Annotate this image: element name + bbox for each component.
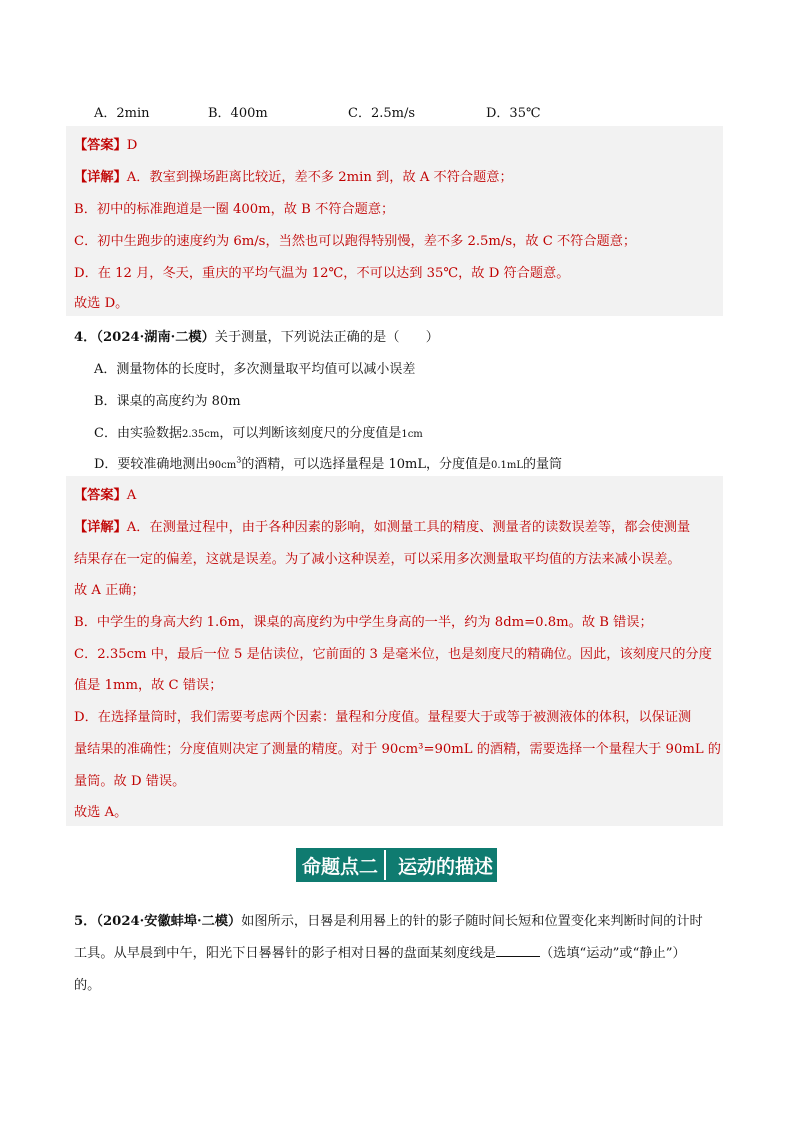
option-text: D．要较准确地测出	[94, 457, 209, 472]
q3-explain-line-1	[74, 166, 513, 185]
q4-answer-box	[66, 476, 723, 826]
q3-answer-line	[74, 134, 137, 153]
q4-option-a: A．测量物体的长度时，多次测量取平均值可以减小误差	[94, 362, 416, 377]
answer-value: A	[126, 488, 137, 503]
q4-explain-line-6: 值是 1mm，故 C 错误；	[74, 678, 223, 693]
q4-option-d	[94, 453, 562, 472]
q3-option-d: D．35℃	[486, 106, 541, 121]
option-text: 的量筒	[523, 457, 563, 472]
answer-value: D	[126, 138, 138, 153]
q3-explain-line-2: B．初中的标准跑道是一圈 400m，故 B 不符合题意；	[74, 202, 395, 217]
explain-text: A．教室到操场距离比较近，差不多 2min 到，故 A 不符合题意；	[126, 170, 513, 185]
q5-text: （选填“运动”或“静止”）	[540, 946, 686, 961]
option-superscript: 3	[236, 455, 242, 465]
q3-answer-box	[66, 126, 723, 316]
explain-text: A．在测量过程中，由于各种因素的影响，如测量工具的精度、测量者的读数误差等，都会使测量	[126, 520, 691, 535]
answer-blank[interactable]	[496, 944, 540, 957]
q4-answer-line	[74, 484, 136, 503]
q4-explain-line-3: 故 A 正确；	[74, 583, 145, 598]
q4-option-c	[94, 422, 423, 441]
option-text: C．由实验数据	[94, 426, 182, 441]
q4-explain-line-4: B．中学生的身高大约 1.6m，课桌的高度约为中学生身高的一半，约为 8dm=0.8m。故 B 错误；	[74, 615, 653, 630]
option-unit: 0.1mL	[490, 460, 524, 471]
q3-explain-line-3: C．初中生跑步的速度约为 6m/s，当然也可以跑得特别慢，差不多 2.5m/s，故 C 不符合题意；	[74, 234, 637, 249]
q5-text: 如图所示，日晷是利用晷上的针的影子随时间长短和位置变化来判断时间的计时	[241, 914, 703, 929]
q5-line-3: 的。	[74, 978, 101, 993]
q3-option-a: A．2min	[94, 106, 150, 121]
q4-explain-line-2: 结果存在一定的偏差，这就是误差。为了减小这种误差，可以采用多次测量取平均值的方法来减小误差。	[74, 552, 681, 567]
q5-line-1	[74, 910, 703, 929]
section-number: 命题点二	[302, 855, 379, 878]
section-divider	[384, 850, 386, 880]
explain-tag: 【详解】	[74, 520, 127, 535]
answer-tag: 【答案】	[74, 488, 127, 503]
q4-explain-line-5: C．2.35cm 中，最后一位 5 是估读位，它前面的 3 是毫米位，也是刻度尺的精确位。因此，该刻度尺的分度	[74, 647, 712, 662]
q4-stem-text: 关于测量，下列说法正确的是（ ）	[214, 330, 439, 345]
q4-option-b: B．课桌的高度约为 80m	[94, 394, 241, 409]
explain-tag: 【详解】	[74, 170, 127, 185]
q4-conclusion: 故选 A。	[74, 805, 128, 820]
option-value: 90cm	[208, 460, 237, 471]
option-text: ，可以判断该刻度尺的分度值是	[219, 426, 402, 441]
q4-explain-line-9: 量筒。故 D 错误。	[74, 774, 186, 789]
q3-explain-line-4: D．在 12 月，冬天，重庆的平均气温为 12℃，不可以达到 35℃，故 D 符合题意。	[74, 266, 570, 281]
q3-conclusion: 故选 D。	[74, 296, 129, 311]
q3-options	[94, 100, 714, 124]
option-value: 2.35cm	[181, 429, 220, 440]
section-name: 运动的描述	[398, 855, 494, 878]
q3-option-c: C．2.5m/s	[348, 106, 415, 121]
q4-explain-line-1	[74, 516, 690, 535]
answer-tag: 【答案】	[74, 138, 127, 153]
q4-source: （2024·湖南·二模）	[96, 330, 215, 345]
option-text: 的酒精，可以选择量程是 10mL，分度值是	[241, 457, 491, 472]
q5-line-2	[74, 942, 686, 961]
q4-explain-line-7: D．在选择量筒时，我们需要考虑两个因素：量程和分度值。量程要大于或等于被测液体的体积，以保证测	[74, 710, 692, 725]
q4-stem	[74, 326, 439, 345]
q3-option-b: B．400m	[208, 106, 268, 121]
q4-explain-line-8: 量结果的准确性；分度值则决定了测量的精度。对于 90cm³=90mL 的酒精，需要选择一个量程大于 90mL 的	[74, 742, 721, 757]
q5-text: 工具。从早晨到中午，阳光下日晷晷针的影子相对日晷的盘面某刻度线是	[74, 946, 496, 961]
section-title-banner	[296, 848, 497, 882]
q5-source: （2024·安徽蚌埠·二模）	[96, 914, 242, 929]
option-unit: 1cm	[401, 429, 423, 440]
q4-number: 4．	[74, 330, 97, 345]
q5-number: 5．	[74, 914, 97, 929]
